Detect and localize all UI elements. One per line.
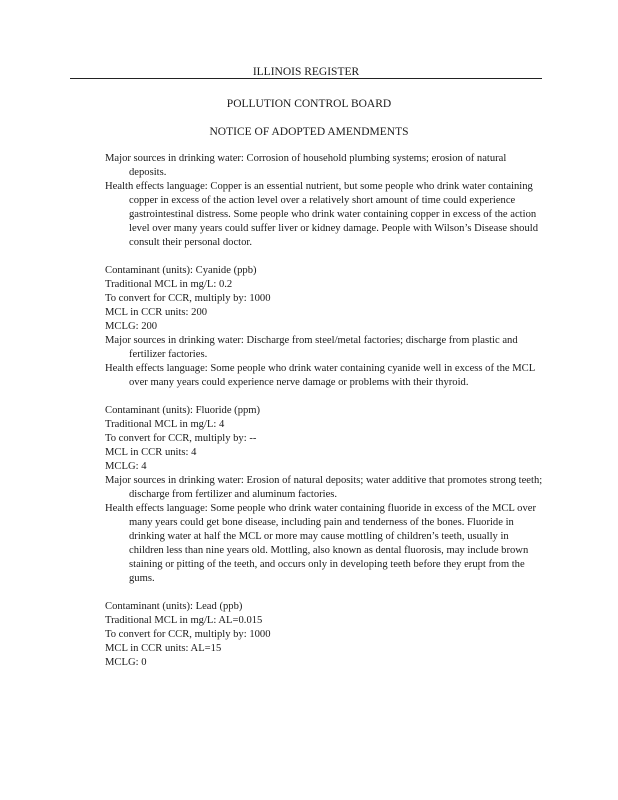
fluoride-traditional-mcl: Traditional MCL in mg/L: 4	[105, 419, 225, 430]
cyanide-major-sources: Major sources in drinking water: Discharge from steel/metal factories; discharge from plastic and fertilizer factories.	[105, 335, 518, 360]
copper-health-effects: Health effects language: Copper is an essential nutrient, but some people who drink water containing copper in excess of the action level over a relatively short amount of time could experience gastrointestinal distress. Some people who drink water containing copper in excess of the action level over many years could suffer liver or kidney damage. People with Wilson’s Disease should consult their personal doctor.	[105, 181, 539, 248]
lead-contaminant: Contaminant (units): Lead (ppb)	[105, 601, 243, 612]
lead-mclg: MCLG: 0	[105, 657, 147, 668]
fluoride-health-effects: Health effects language: Some people who drink water containing fluoride in excess of the MCL over many years could get bone disease, including pain and tenderness of the bones. Fluoride in drinking water at half the MCL or more may cause mottling of children’s teeth, usually in children less than nine years old. Mottling, also known as dental fluorosis, may include brown staining or pitting of the teeth, and occurs only in developing teeth before they erupt from the gums.	[105, 503, 536, 584]
copper-continuation	[105, 152, 545, 250]
document-body	[105, 152, 545, 670]
fluoride-contaminant: Contaminant (units): Fluoride (ppm)	[105, 405, 261, 416]
section-gap	[105, 250, 545, 264]
cyanide-contaminant: Contaminant (units): Cyanide (ppb)	[105, 265, 257, 276]
cyanide-mcl-ccr: MCL in CCR units: 200	[105, 307, 208, 318]
cyanide-health-effects: Health effects language: Some people who drink water containing cyanide well in excess of the MCL over many years could experience nerve damage or problems with their thyroid.	[105, 363, 535, 388]
lead-mcl-ccr: MCL in CCR units: AL=15	[105, 643, 222, 654]
fluoride-mclg: MCLG: 4	[105, 461, 147, 472]
board-title: POLLUTION CONTROL BOARD	[226, 98, 392, 110]
lead-section	[105, 600, 545, 670]
notice-title: NOTICE OF ADOPTED AMENDMENTS	[209, 126, 409, 138]
section-gap	[105, 586, 545, 600]
header-rule	[70, 78, 542, 79]
lead-convert: To convert for CCR, multiply by: 1000	[105, 629, 271, 640]
cyanide-convert: To convert for CCR, multiply by: 1000	[105, 293, 271, 304]
cyanide-traditional-mcl: Traditional MCL in mg/L: 0.2	[105, 279, 233, 290]
section-gap	[105, 390, 545, 404]
fluoride-mcl-ccr: MCL in CCR units: 4	[105, 447, 197, 458]
register-title: ILLINOIS REGISTER	[252, 66, 360, 78]
register-header	[70, 66, 542, 80]
copper-major-sources: Major sources in drinking water: Corrosion of household plumbing systems; erosion of natural deposits.	[105, 153, 507, 178]
lead-traditional-mcl: Traditional MCL in mg/L: AL=0.015	[105, 615, 263, 626]
fluoride-major-sources: Major sources in drinking water: Erosion of natural deposits; water additive that promotes strong teeth; discharge from fertilizer and aluminum factories.	[105, 475, 543, 500]
fluoride-section	[105, 404, 545, 586]
fluoride-convert: To convert for CCR, multiply by: --	[105, 433, 257, 444]
cyanide-section	[105, 264, 545, 390]
cyanide-mclg: MCLG: 200	[105, 321, 158, 332]
